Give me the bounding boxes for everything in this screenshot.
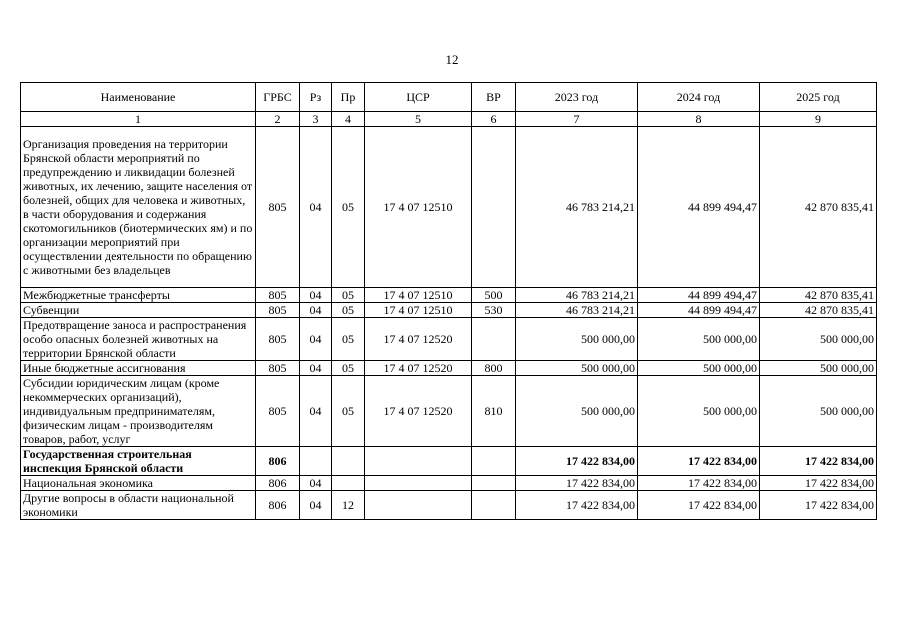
column-header-2024: 2024 год [638, 83, 760, 112]
row-2025: 42 870 835,41 [760, 303, 877, 318]
row-pr [332, 447, 365, 476]
row-vr [472, 447, 516, 476]
row-2024: 17 422 834,00 [638, 491, 760, 520]
row-2023: 17 422 834,00 [516, 447, 638, 476]
row-rz: 04 [300, 361, 332, 376]
row-2025: 17 422 834,00 [760, 447, 877, 476]
row-2025: 500 000,00 [760, 361, 877, 376]
row-2024: 44 899 494,47 [638, 288, 760, 303]
row-grbs: 805 [256, 303, 300, 318]
row-pr: 05 [332, 127, 365, 288]
table-row [21, 491, 877, 520]
row-csr [365, 491, 472, 520]
column-number: 1 [21, 112, 256, 127]
column-header-2023: 2023 год [516, 83, 638, 112]
row-pr [332, 476, 365, 491]
row-2025: 500 000,00 [760, 376, 877, 447]
row-grbs: 805 [256, 127, 300, 288]
row-pr: 12 [332, 491, 365, 520]
header-row [21, 83, 877, 112]
row-grbs: 805 [256, 376, 300, 447]
column-number: 7 [516, 112, 638, 127]
column-header-name: Наименование [21, 83, 256, 112]
column-header-vr: ВР [472, 83, 516, 112]
row-pr: 05 [332, 361, 365, 376]
row-name: Иные бюджетные ассигнования [21, 361, 256, 376]
row-rz: 04 [300, 318, 332, 361]
table-row [21, 127, 877, 288]
column-number: 3 [300, 112, 332, 127]
row-vr [472, 127, 516, 288]
row-rz: 04 [300, 476, 332, 491]
row-csr: 17 4 07 12520 [365, 376, 472, 447]
row-2023: 500 000,00 [516, 318, 638, 361]
row-name: Национальная экономика [21, 476, 256, 491]
row-2023: 17 422 834,00 [516, 476, 638, 491]
row-vr: 500 [472, 288, 516, 303]
column-header-grbs: ГРБС [256, 83, 300, 112]
row-2024: 500 000,00 [638, 361, 760, 376]
budget-table [20, 82, 877, 520]
row-name: Субвенции [21, 303, 256, 318]
row-2024: 500 000,00 [638, 376, 760, 447]
column-number: 6 [472, 112, 516, 127]
table-row [21, 361, 877, 376]
row-rz: 04 [300, 303, 332, 318]
row-2025: 500 000,00 [760, 318, 877, 361]
table-row [21, 376, 877, 447]
row-name: Другие вопросы в области национальной экономики [21, 491, 256, 520]
row-vr: 530 [472, 303, 516, 318]
row-name: Субсидии юридическим лицам (кроме некоммерческих организаций), индивидуальным предпринимателям, физическим лицам - производителям товаров, работ, услуг [21, 376, 256, 447]
row-vr: 810 [472, 376, 516, 447]
row-name: Организация проведения на территории Брянской области мероприятий по предупреждению и ликвидации болезней животных, их лечению, защите населения от болезней, общих для человека и животных, в части оборудования и содержания скотомогильников (биотермических ям) и по организации мероприятий при осуществлении деятельности по обращению с животными без владельцев [21, 127, 256, 288]
column-number: 9 [760, 112, 877, 127]
column-number: 8 [638, 112, 760, 127]
column-header-csr: ЦСР [365, 83, 472, 112]
row-vr [472, 476, 516, 491]
row-2024: 17 422 834,00 [638, 447, 760, 476]
table-row [21, 288, 877, 303]
row-name: Межбюджетные трансферты [21, 288, 256, 303]
table-row-section [21, 447, 877, 476]
column-number: 2 [256, 112, 300, 127]
row-2023: 46 783 214,21 [516, 288, 638, 303]
row-rz: 04 [300, 376, 332, 447]
row-rz [300, 447, 332, 476]
row-csr: 17 4 07 12520 [365, 318, 472, 361]
column-number-row [21, 112, 877, 127]
row-2023: 46 783 214,21 [516, 303, 638, 318]
column-header-pr: Пр [332, 83, 365, 112]
row-csr: 17 4 07 12510 [365, 288, 472, 303]
table-row [21, 476, 877, 491]
row-2023: 500 000,00 [516, 361, 638, 376]
row-csr: 17 4 07 12510 [365, 127, 472, 288]
row-csr: 17 4 07 12520 [365, 361, 472, 376]
row-rz: 04 [300, 288, 332, 303]
row-vr [472, 491, 516, 520]
page-number: 12 [445, 52, 459, 67]
row-2024: 17 422 834,00 [638, 476, 760, 491]
column-number: 5 [365, 112, 472, 127]
row-rz: 04 [300, 127, 332, 288]
row-vr [472, 318, 516, 361]
row-2023: 46 783 214,21 [516, 127, 638, 288]
row-grbs: 805 [256, 318, 300, 361]
row-grbs: 805 [256, 361, 300, 376]
row-rz: 04 [300, 491, 332, 520]
row-grbs: 805 [256, 288, 300, 303]
row-csr [365, 447, 472, 476]
row-pr: 05 [332, 288, 365, 303]
row-pr: 05 [332, 376, 365, 447]
row-name: Предотвращение заноса и распространения особо опасных болезней животных на территории Брянской области [21, 318, 256, 361]
table-row [21, 303, 877, 318]
row-pr: 05 [332, 318, 365, 361]
row-2024: 44 899 494,47 [638, 303, 760, 318]
row-2023: 500 000,00 [516, 376, 638, 447]
row-2025: 42 870 835,41 [760, 127, 877, 288]
row-2025: 17 422 834,00 [760, 491, 877, 520]
row-grbs: 806 [256, 447, 300, 476]
row-2025: 17 422 834,00 [760, 476, 877, 491]
row-2024: 500 000,00 [638, 318, 760, 361]
row-2023: 17 422 834,00 [516, 491, 638, 520]
row-csr [365, 476, 472, 491]
column-number: 4 [332, 112, 365, 127]
row-pr: 05 [332, 303, 365, 318]
row-2025: 42 870 835,41 [760, 288, 877, 303]
row-2024: 44 899 494,47 [638, 127, 760, 288]
row-name: Государственная строительная инспекция Брянской области [21, 447, 256, 476]
column-header-2025: 2025 год [760, 83, 877, 112]
column-header-rz: Рз [300, 83, 332, 112]
row-grbs: 806 [256, 491, 300, 520]
table-row [21, 318, 877, 361]
row-grbs: 806 [256, 476, 300, 491]
row-csr: 17 4 07 12510 [365, 303, 472, 318]
row-vr: 800 [472, 361, 516, 376]
